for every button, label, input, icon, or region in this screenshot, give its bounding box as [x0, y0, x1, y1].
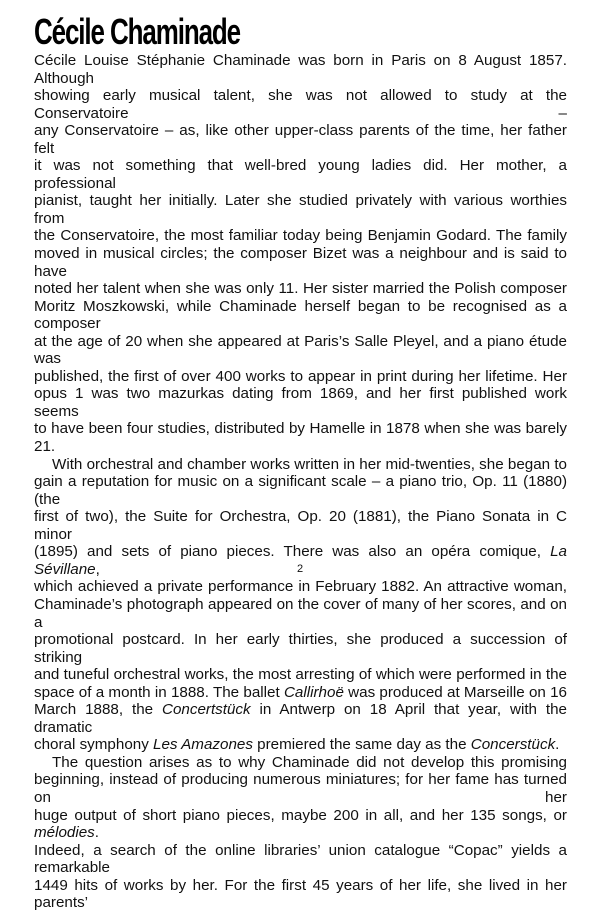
text-line: showing early musical talent, she was not allowed to study at the Conservatoire – [34, 87, 567, 122]
text-line: Moritz Moszkowski, while Chaminade herself began to be recognised as a composer [34, 297, 567, 333]
text-line: moved in musical circles; the composer Bizet was a neighbour and is said to have [34, 245, 567, 280]
text-line: space of a month in 1888. The ballet Callirhoë was produced at Marseille on 16 [34, 683, 567, 701]
italic-title: Concertstück [161, 701, 251, 719]
body-text [34, 52, 567, 912]
text-line: Indeed, a search of the online libraries’ union catalogue “Copac” yields a remarkable [34, 841, 567, 877]
text-line: and tuneful orchestral works, the most arresting of which were performed in the [34, 666, 567, 684]
italic-title: Callirhoë [283, 683, 344, 701]
text-line: published, the first of over 400 works to appear in print during her lifetime. Her [34, 367, 567, 385]
italic-title: Concerstück [470, 736, 556, 754]
paragraph-2 [34, 456, 567, 754]
text-line: it was not something that well-bred young ladies did. Her mother, a professional [34, 157, 567, 192]
text-line: Chaminade’s photograph appeared on the cover of many of her scores, and on a [34, 595, 567, 631]
document-page [34, 12, 567, 912]
text-line: which achieved a private performance in February 1882. An attractive woman, [34, 578, 567, 596]
text-line: noted her talent when she was only 11. Her sister married the Polish composer [34, 280, 567, 298]
text-line: With orchestral and chamber works written in her mid-twenties, she began to [52, 455, 567, 473]
text-line: (1895) and sets of piano pieces. There was also an opéra comique, La Sévillane, [34, 543, 567, 578]
text-line: Cécile Louise Stéphanie Chaminade was born in Paris on 8 August 1857. Although [34, 52, 567, 87]
text-line: opus 1 was two mazurkas dating from 1869, and her first published work seems [34, 385, 567, 420]
text-line: to have been four studies, distributed by Hamelle in 1878 when she was barely 21. [34, 420, 567, 456]
text-line: any Conservatoire – as, like other upper-class parents of the time, her father felt [34, 122, 567, 157]
text-line: choral symphony Les Amazones premiered the same day as the Concerstück. [34, 736, 560, 754]
text-line: at the age of 20 when she appeared at Paris’s Salle Pleyel, and a piano étude was [34, 332, 567, 368]
text-line: promotional postcard. In her early thirties, she produced a succession of striking [34, 631, 567, 666]
text-line: beginning, instead of producing numerous miniatures; for her fame has turned on her [34, 771, 567, 806]
text-line: pianist, taught her initially. Later she studied privately with various worthies from [34, 192, 567, 227]
italic-title: mélodies [34, 824, 95, 842]
page-title: Cécile Chaminade [34, 11, 241, 52]
text-line: first of two), the Suite for Orchestra, Op. 20 (1881), the Piano Sonata in C minor [34, 508, 567, 543]
paragraph-3 [34, 754, 567, 912]
paragraph-1 [34, 52, 567, 456]
text-line: huge output of short piano pieces, maybe 200 in all, and her 135 songs, or mélodies. [34, 806, 567, 842]
text-line: the Conservatoire, the most familiar today being Benjamin Godard. The family [34, 227, 567, 245]
text-line: 1449 hits of works by her. For the first 45 years of her life, she lived in her parents’ [34, 876, 567, 912]
text-line: March 1888, the Concertstück in Antwerp on 18 April that year, with the dramatic [34, 701, 567, 736]
text-line: gain a reputation for music on a significant scale – a piano trio, Op. 11 (1880) (the [34, 473, 567, 508]
page-number: 2 [296, 563, 304, 575]
text-line: The question arises as to why Chaminade did not develop this promising [52, 753, 567, 771]
italic-title: Les Amazones [153, 736, 253, 754]
italic-title: La Sévillane [34, 543, 567, 578]
